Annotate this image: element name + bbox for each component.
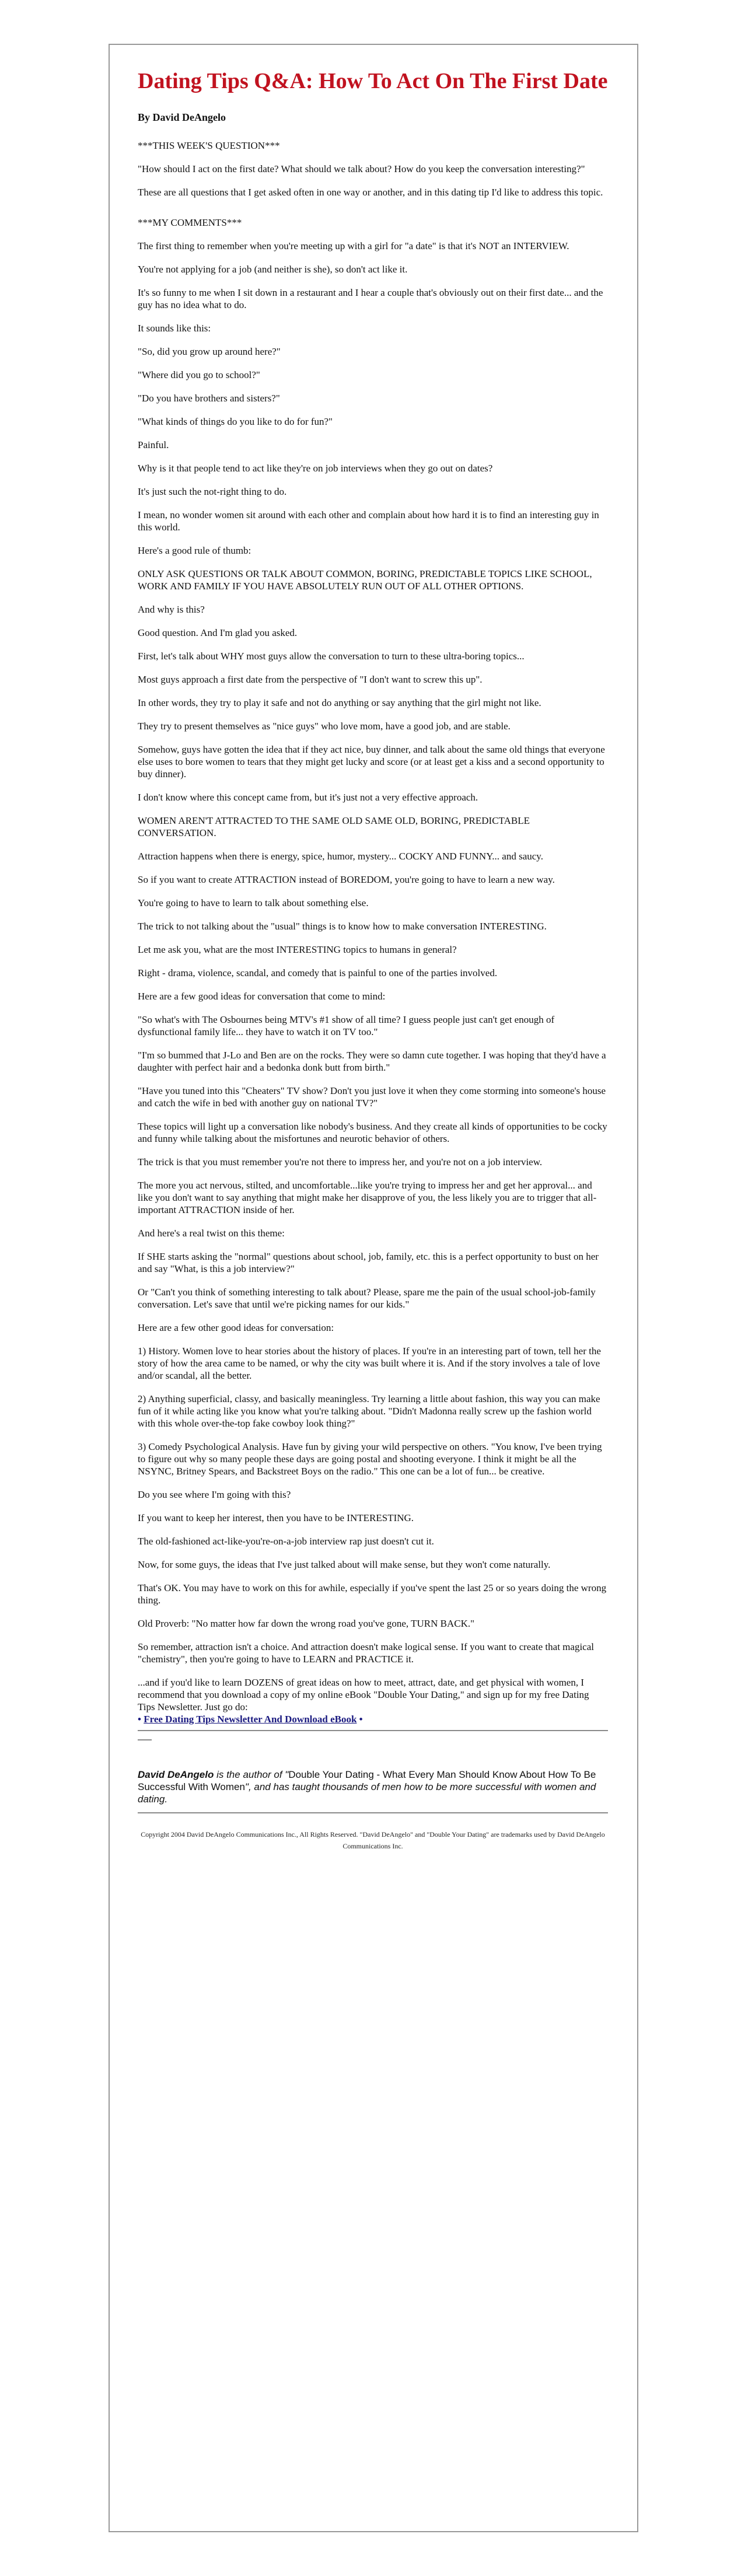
paragraph: ...and if you'd like to learn DOZENS of great ideas on how to meet, attract, date, and get physical with women, I recommend that you download a copy of my online eBook "Double Your Dating," and sign up for my free Dating Tips Newsletter. Just go do: [138,1677,589,1712]
paragraph: Somehow, guys have gotten the idea that if they act nice, buy dinner, and talk about the same old things that everyone else uses to bore women to tears that they might get lucky and score (or at least get a kiss and a second opportunity to buy dinner). [138,744,605,780]
paragraph: Attraction happens when there is energy, spice, humor, mystery... COCKY AND FUNNY... and saucy. [138,851,543,862]
paragraph: "What kinds of things do you like to do for fun?" [138,416,333,427]
paragraph: Here's a good rule of thumb: [138,545,251,556]
paragraph: "So what's with The Osbournes being MTV's #1 show of all time? I guess people just can't get enough of dysfunctional family life... they have to watch it on TV too." [138,1014,555,1037]
paragraph: Painful. [138,439,169,450]
paragraph: I mean, no wonder women sit around with each other and complain about how hard it is to find an interesting guy in this world. [138,509,599,533]
paragraph: You're not applying for a job (and neither is she), so don't act like it. [138,264,408,275]
paragraph: It's so funny to me when I sit down in a restaurant and I hear a couple that's obviously out on their first date... and the guy has no idea what to do. [138,287,603,310]
paragraph: WOMEN AREN'T ATTRACTED TO THE SAME OLD SAME OLD, BORING, PREDICTABLE CONVERSATION. [138,815,530,838]
paragraph: Do you see where I'm going with this? [138,1489,291,1500]
paragraph: Good question. And I'm glad you asked. [138,627,298,638]
paragraph: The trick to not talking about the "usual" things is to know how to make conversation INTERESTING. [138,921,547,932]
paragraph: Right - drama, violence, scandal, and comedy that is painful to one of the parties involved. [138,967,498,978]
paragraph: "Have you tuned into this "Cheaters" TV show? Don't you just love it when they come storming into someone's house and catch the wife in bed with another guy on national TV?" [138,1085,606,1109]
paragraph: That's OK. You may have to work on this for awhile, especially if you've spent the last 25 or so years doing the wrong thing. [138,1582,607,1606]
paragraph: Why is it that people tend to act like they're on job interviews when they go out on dates? [138,463,493,474]
paragraph: First, let's talk about WHY most guys allow the conversation to turn to these ultra-boring topics... [138,651,525,662]
paragraph: So remember, attraction isn't a choice. And attraction doesn't make logical sense. If you want to create that magical "chemistry", then you're going to have to LEARN and PRACTICE it. [138,1641,594,1665]
paragraph: The first thing to remember when you're meeting up with a girl for "a date" is that it's NOT an INTERVIEW. [138,240,569,251]
paragraph: ***THIS WEEK'S QUESTION*** [138,140,280,151]
divider [138,1730,608,1731]
article-frame [109,44,638,2532]
paragraph: "Where did you go to school?" [138,369,260,380]
paragraph: "How should I act on the first date? What should we talk about? How do you keep the conversation interesting?" [138,163,585,174]
paragraph: The trick is that you must remember you're not there to impress her, and you're not on a job interview. [138,1156,543,1168]
author-bio [138,1768,608,1805]
paragraph: In other words, they try to play it safe and not do anything or say anything that the girl might not like. [138,697,541,708]
author-text: ", and has taught thousands of men how to be more successful with women and dating. [138,1781,596,1805]
paragraph: You're going to have to learn to talk about something else. [138,897,369,908]
author-name: David DeAngelo [138,1769,214,1780]
paragraph: They try to present themselves as "nice guys" who love mom, have a good job, and are stable. [138,721,511,732]
paragraph: Or "Can't you think of something interesting to talk about? Please, spare me the pain of the usual school-job-family conversation. Let's save that until we're picking names for our kids." [138,1287,596,1310]
paragraph: "Do you have brothers and sisters?" [138,393,280,404]
book-title: Double Your Dating - What Every Man Should Know About How To Be Successful With Women [138,1769,596,1792]
newsletter-download-link[interactable]: Free Dating Tips Newsletter And Download eBook [144,1714,357,1725]
paragraph: If SHE starts asking the "normal" questions about school, job, family, etc. this is a perfect opportunity to bust on her and say "What, is this a job interview?" [138,1251,599,1274]
divider [138,1739,152,1740]
paragraph: 3) Comedy Psychological Analysis. Have fun by giving your wild perspective on others. "You know, I've been trying to figure out why so many people these days are going postal and shooting everyone. I think it might be all the NSYNC, Britney Spears, and Backstreet Boys on the radio." This one can be a lot of fun... be creative. [138,1441,602,1477]
bullet-icon: • [359,1714,363,1725]
paragraph: Here are a few other good ideas for conversation: [138,1322,334,1333]
paragraph: Old Proverb: "No matter how far down the wrong road you've gone, TURN BACK." [138,1618,475,1629]
paragraph: Most guys approach a first date from the perspective of "I don't want to screw this up". [138,674,483,685]
byline: By David DeAngelo [138,111,226,123]
paragraph: So if you want to create ATTRACTION instead of BOREDOM, you're going to have to learn a new way. [138,874,555,885]
paragraph: 1) History. Women love to hear stories about the history of places. If you're in an interesting part of town, tell her the story of how the area came to be named, or why the city was built where it is. And if the story involves a tale of love and/or scandal, all the better. [138,1345,601,1381]
paragraph: These topics will light up a conversation like nobody's business. And they create all kinds of opportunities to be cocky and funny while talking about the misfortunes and neurotic behavior of others. [138,1121,607,1144]
paragraph: The old-fashioned act-like-you're-on-a-job interview rap just doesn't cut it. [138,1536,434,1547]
paragraph: "I'm so bummed that J-Lo and Ben are on the rocks. They were so damn cute together. I was hoping that they'd have a daughter with perfect hair and a bedonka donk butt from birth." [138,1050,606,1073]
bullet-icon: • [138,1714,141,1725]
paragraph: Here are a few good ideas for conversation that come to mind: [138,991,386,1002]
paragraph: ONLY ASK QUESTIONS OR TALK ABOUT COMMON, BORING, PREDICTABLE TOPICS LIKE SCHOOL, WORK AND FAMILY IF YOU HAVE ABSOLUTELY RUN OUT OF ALL OTHER OPTIONS. [138,568,592,592]
paragraph: Now, for some guys, the ideas that I've just talked about will make sense, but they won't come naturally. [138,1559,551,1570]
paragraph: And here's a real twist on this theme: [138,1228,285,1239]
paragraph: It's just such the not-right thing to do. [138,486,287,497]
paragraph: These are all questions that I get asked often in one way or another, and in this dating tip I'd like to address this topic. [138,187,603,198]
page-title: Dating Tips Q&A: How To Act On The First Date [138,69,608,93]
cta-line [138,1713,608,1725]
paragraph: ***MY COMMENTS*** [138,217,242,228]
paragraph: I don't know where this concept came from, but it's just not a very effective approach. [138,792,478,803]
divider [138,1812,608,1813]
article-content [138,68,608,1852]
copyright-notice: Copyright 2004 David DeAngelo Communications Inc., All Rights Reserved. "David DeAngelo" and "Double Your Dating" are trademarks used by David DeAngelo Communications Inc. [141,1830,605,1850]
paragraph: Let me ask you, what are the most INTERESTING topics to humans in general? [138,944,457,955]
author-text: is the author of " [214,1769,289,1780]
paragraph: If you want to keep her interest, then you have to be INTERESTING. [138,1512,414,1523]
paragraph: 2) Anything superficial, classy, and basically meaningless. Try learning a little about fashion, this way you can make fun of it while acting like you know what you're talking about. "Didn't Madonna really screw up the fashion world with this whole over-the-top fake cowboy look thing?" [138,1393,600,1429]
paragraph: And why is this? [138,604,205,615]
paragraph: The more you act nervous, stilted, and uncomfortable...like you're trying to impress her and get her approval... and like you don't want to say anything that might make her disapprove of you, the less likely you are to trigger that all- important ATTRACTION inside of her. [138,1180,597,1215]
paragraph: It sounds like this: [138,323,211,334]
paragraph: "So, did you grow up around here?" [138,346,281,357]
